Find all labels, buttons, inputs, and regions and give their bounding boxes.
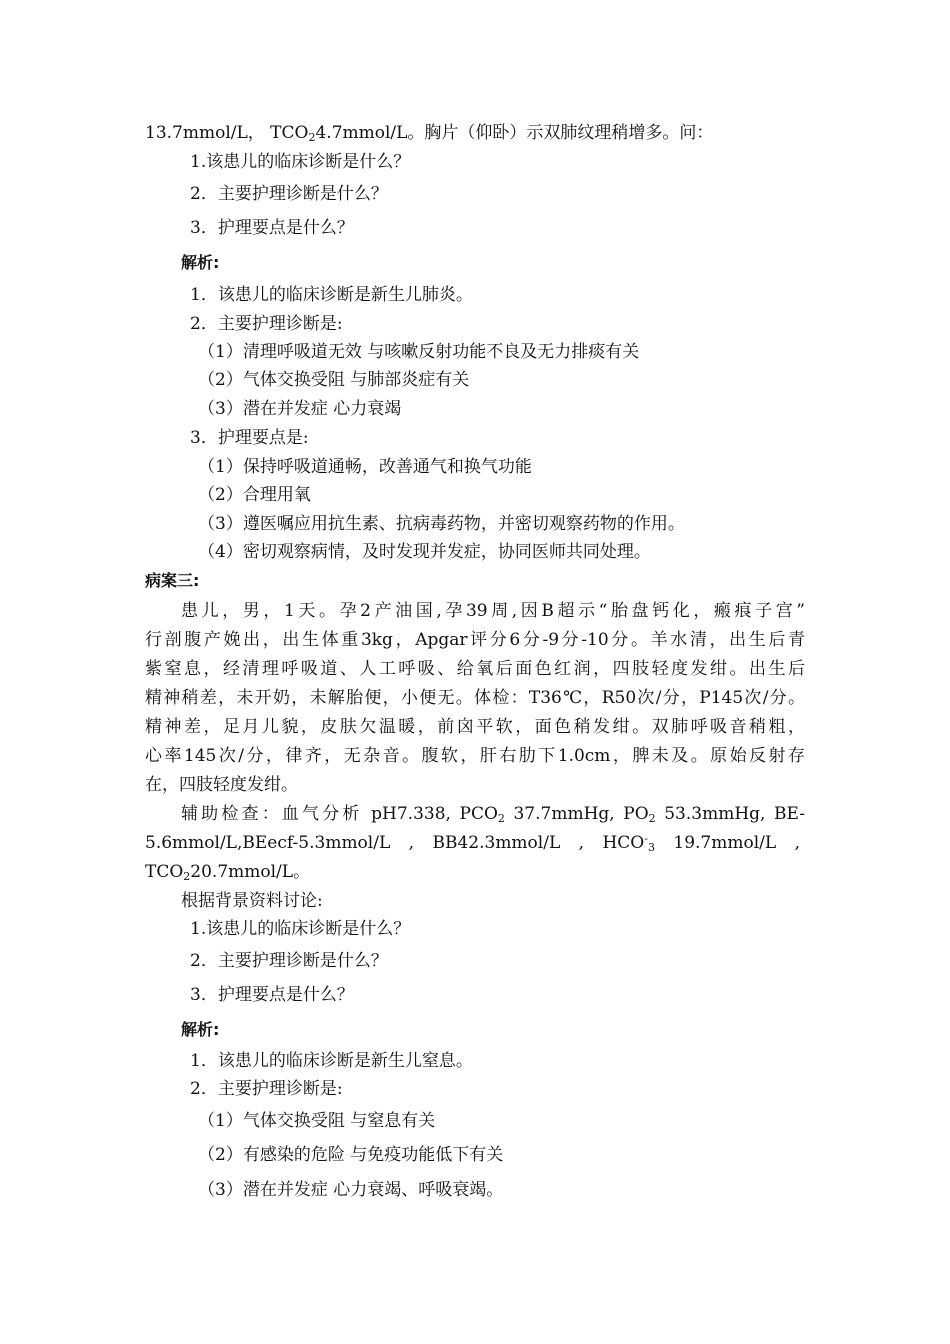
case-three-heading: 病案三: [145, 571, 200, 590]
list-item: （4）密切观察病情，及时发现并发症，协同医师共同处理。 [198, 542, 651, 562]
answer-diagnosis: 1．该患儿的临床诊断是新生儿肺炎。 [190, 285, 473, 305]
text-run: 53.3mmHg, BE- [655, 804, 805, 824]
subscript: 2 [308, 131, 316, 144]
list-item: （1）清理呼吸道无效 与咳嗽反射功能不良及无力排痰有关 [198, 342, 640, 362]
question-3: 3．护理要点是什么？ [190, 985, 354, 1005]
subscript: 2 [648, 812, 656, 825]
question-3: 3．护理要点是什么？ [190, 218, 354, 238]
text-run: TCO [145, 862, 184, 882]
case-paragraph-line: 心率145次/分，律齐，无杂音。腹软，肝右肋下1.0cm，脾未及。原始反射存 [145, 746, 805, 766]
question-2: 2．主要护理诊断是什么？ [190, 951, 388, 971]
discussion-prompt: 根据背景资料讨论: [181, 891, 323, 911]
subscript: 2 [183, 870, 191, 883]
text-run: 20.7mmol/L。 [190, 862, 311, 882]
text-run: 辅助检查：血气分析 pH7.338, PCO [181, 804, 498, 824]
lab-results-line [145, 832, 800, 854]
list-item: （3）遵医嘱应用抗生素、抗病毒药物，并密切观察药物的作用。 [198, 514, 685, 534]
analysis-heading: 解析: [181, 1020, 220, 1039]
subscript: 2 [497, 812, 505, 825]
text-run: 13.7mmol/L， TCO [145, 123, 309, 143]
answer-nursing-diagnosis: 2．主要护理诊断是: [190, 314, 343, 334]
list-item: （2）有感染的危险 与免疫功能低下有关 [198, 1145, 504, 1165]
list-item: （2）合理用氧 [198, 485, 311, 505]
list-item: （3）潜在并发症 心力衰竭 [198, 399, 402, 419]
list-item: （3）潜在并发症 心力衰竭、呼吸衰竭。 [198, 1180, 504, 1200]
text-run: 37.7mmHg, PO [504, 804, 649, 824]
case-paragraph-line: 紫窒息，经清理呼吸道、人工呼吸、给氧后面色红润，四肢轻度发绀。出生后 [145, 659, 805, 679]
case-paragraph-line: 患儿，男，1天。孕2产油国,孕39周,因B超示“胎盘钙化，瘢痕子宫” [181, 601, 805, 621]
case-paragraph-line: 精神稍差，未开奶，未解胎便，小便无。体检：T36℃，R50次/分，P145次/分。 [145, 688, 805, 708]
answer-diagnosis: 1．该患儿的临床诊断是新生儿窒息。 [190, 1051, 473, 1071]
lab-results-line [145, 861, 310, 883]
text-line [145, 122, 713, 144]
case-paragraph-line: 精神差，足月儿貌，皮肤欠温暖，前囟平软，面色稍发绀。双肺呼吸音稍粗， [145, 717, 805, 737]
lab-results-line [181, 803, 805, 825]
list-item: （2）气体交换受阻 与肺部炎症有关 [198, 370, 470, 390]
case-paragraph-line: 在，四肢轻度发绀。 [145, 775, 298, 795]
answer-nursing-diagnosis: 2．主要护理诊断是: [190, 1079, 343, 1099]
answer-nursing-points: 3．护理要点是: [190, 428, 309, 448]
list-item: （1）气体交换受阻 与窒息有关 [198, 1111, 436, 1131]
question-1: 1.该患儿的临床诊断是什么？ [190, 152, 411, 172]
question-1: 1.该患儿的临床诊断是什么？ [190, 919, 411, 939]
case-paragraph-line: 行剖腹产娩出，出生体重3kg，Apgar评分6分-9分-10分。羊水清，出生后青 [145, 630, 805, 650]
analysis-heading: 解析: [181, 253, 220, 272]
question-2: 2．主要护理诊断是什么？ [190, 184, 388, 204]
superscript: - [644, 832, 648, 845]
text-run: 5.6mmol/L,BEecf-5.3mmol/L , BB42.3mmol/L , HCO [145, 833, 645, 853]
list-item: （1）保持呼吸道通畅，改善通气和换气功能 [198, 457, 532, 477]
text-run: 4.7mmol/L。胸片（仰卧）示双肺纹理稍增多。问： [315, 123, 714, 143]
text-run: 19.7mmol/L , [654, 833, 800, 853]
subscript: 3 [647, 841, 655, 854]
